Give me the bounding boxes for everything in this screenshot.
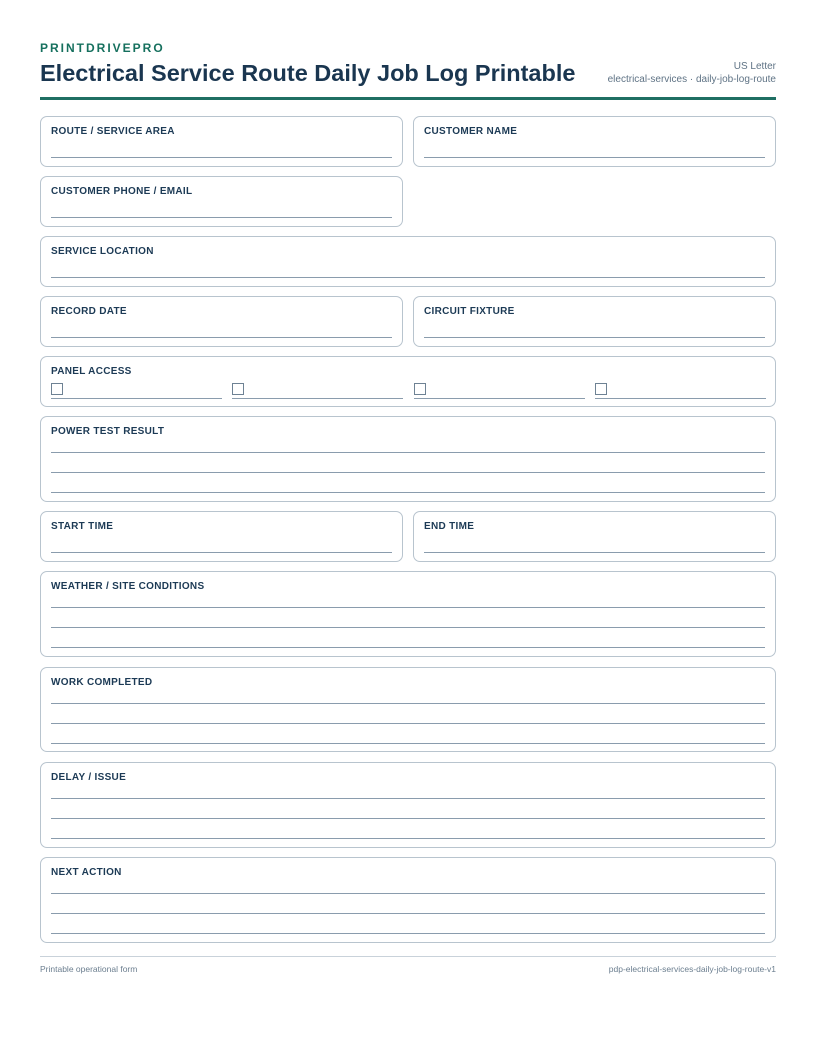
field-label: START TIME	[51, 521, 114, 532]
write-line[interactable]	[414, 398, 585, 399]
checkbox-option[interactable]	[51, 383, 222, 399]
document-slug: electrical-services · daily-job-log-route	[607, 74, 776, 85]
service-location-field[interactable]	[40, 236, 776, 287]
write-line[interactable]	[51, 893, 765, 894]
brand-name: PRINTDRIVEPRO	[40, 41, 165, 55]
field-label: CUSTOMER NAME	[424, 126, 518, 137]
write-line[interactable]	[51, 492, 765, 493]
checkbox-option[interactable]	[414, 383, 585, 399]
write-line[interactable]	[51, 703, 765, 704]
checkbox[interactable]	[414, 383, 426, 395]
document-meta	[608, 60, 776, 86]
write-line[interactable]	[424, 157, 765, 158]
field-label: SERVICE LOCATION	[51, 246, 154, 257]
power-test-result-field[interactable]	[40, 416, 776, 502]
checkbox-option[interactable]	[232, 383, 403, 399]
record-date-field[interactable]	[40, 296, 403, 347]
weather-site-conditions-field[interactable]	[40, 571, 776, 657]
footer-caption: Printable operational form	[40, 964, 138, 974]
header-divider	[40, 97, 776, 100]
field-label: END TIME	[424, 521, 475, 532]
field-label: DELAY / ISSUE	[51, 772, 127, 783]
field-label: WORK COMPLETED	[51, 677, 153, 688]
write-line[interactable]	[51, 472, 765, 473]
write-line[interactable]	[232, 398, 403, 399]
field-label: CIRCUIT FIXTURE	[424, 306, 515, 317]
field-label: RECORD DATE	[51, 306, 127, 317]
write-line[interactable]	[51, 818, 765, 819]
footer-divider	[40, 956, 776, 957]
write-line[interactable]	[51, 933, 765, 934]
field-label: CUSTOMER PHONE / EMAIL	[51, 186, 193, 197]
page-title: Electrical Service Route Daily Job Log Printable	[40, 60, 576, 86]
field-label: WEATHER / SITE CONDITIONS	[51, 581, 205, 592]
write-line[interactable]	[595, 398, 766, 399]
checkbox[interactable]	[232, 383, 244, 395]
start-time-field[interactable]	[40, 511, 403, 562]
write-line[interactable]	[51, 627, 765, 628]
footer-form-id: pdp-electrical-services-daily-job-log-route-v1	[608, 964, 776, 974]
checkbox[interactable]	[51, 383, 63, 395]
work-completed-field[interactable]	[40, 667, 776, 752]
field-label: POWER TEST RESULT	[51, 426, 165, 437]
write-line[interactable]	[424, 552, 765, 553]
write-line[interactable]	[51, 452, 765, 453]
customer-name-field[interactable]	[413, 116, 776, 167]
write-line[interactable]	[51, 647, 765, 648]
circuit-fixture-field[interactable]	[413, 296, 776, 347]
form-page	[40, 0, 776, 1056]
field-label: ROUTE / SERVICE AREA	[51, 126, 175, 137]
write-line[interactable]	[51, 398, 222, 399]
write-line[interactable]	[51, 277, 765, 278]
paper-size: US Letter	[733, 61, 776, 72]
field-label: PANEL ACCESS	[51, 366, 132, 377]
write-line[interactable]	[51, 913, 765, 914]
write-line[interactable]	[51, 337, 392, 338]
next-action-field[interactable]	[40, 857, 776, 943]
write-line[interactable]	[51, 723, 765, 724]
panel-access-field	[40, 356, 776, 407]
checkbox-option[interactable]	[595, 383, 766, 399]
route-service-area-field[interactable]	[40, 116, 403, 167]
write-line[interactable]	[51, 798, 765, 799]
checkbox[interactable]	[595, 383, 607, 395]
write-line[interactable]	[51, 743, 765, 744]
end-time-field[interactable]	[413, 511, 776, 562]
field-label: NEXT ACTION	[51, 867, 122, 878]
write-line[interactable]	[51, 552, 392, 553]
write-line[interactable]	[51, 157, 392, 158]
write-line[interactable]	[424, 337, 765, 338]
write-line[interactable]	[51, 607, 765, 608]
customer-phone-email-field[interactable]	[40, 176, 403, 227]
write-line[interactable]	[51, 217, 392, 218]
write-line[interactable]	[51, 838, 765, 839]
delay-issue-field[interactable]	[40, 762, 776, 848]
